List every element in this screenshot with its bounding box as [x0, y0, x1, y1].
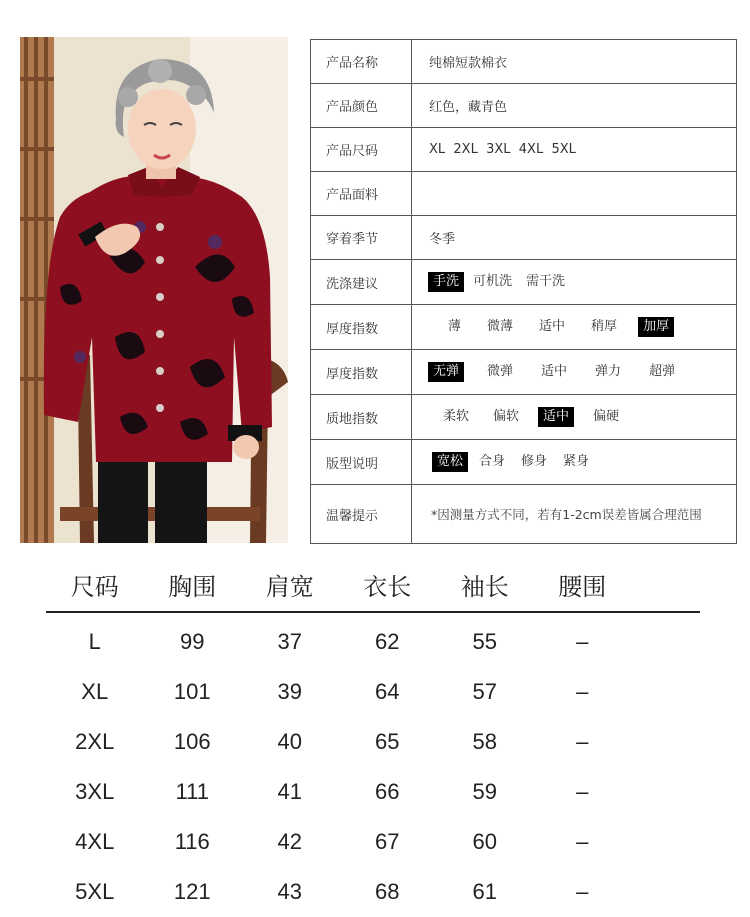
spec-row-color: [311, 84, 736, 128]
wash-options: [412, 260, 736, 304]
spec-value: 纯棉短款棉衣: [429, 56, 508, 71]
elastic-option-selected: 无弹: [428, 362, 464, 382]
texture-options: [412, 395, 736, 439]
cell-sleeve: 59: [472, 779, 497, 804]
cell-shoulder: 42: [277, 829, 302, 854]
spec-label: 厚度指数: [311, 350, 412, 394]
cell-size: 3XL: [75, 779, 115, 804]
size-chart: [46, 557, 700, 917]
spec-row-wash: [311, 260, 736, 305]
spec-label: 产品名称: [311, 40, 412, 83]
wash-option-selected: 手洗: [428, 272, 464, 292]
texture-option-selected: 适中: [538, 407, 574, 427]
table-row: [46, 867, 700, 917]
spec-row-season: [311, 216, 736, 260]
texture-option: 偏硬: [593, 409, 620, 424]
spec-label: 穿着季节: [311, 216, 412, 259]
cell-length: 67: [375, 829, 400, 854]
spec-label: 产品尺码: [311, 128, 412, 171]
product-photo: [20, 37, 288, 543]
spec-row-fit: [311, 440, 736, 485]
cell-waist: –: [576, 879, 589, 904]
cell-size: 2XL: [75, 729, 115, 754]
cell-waist: –: [576, 629, 589, 654]
texture-option: 柔软: [443, 409, 470, 424]
spec-label: 质地指数: [311, 395, 412, 439]
header-waist: 腰围: [558, 572, 607, 601]
table-row: [46, 667, 700, 717]
elastic-option: 微弹: [487, 364, 514, 379]
spec-label: 产品颜色: [311, 84, 412, 127]
thickness-option: 薄: [448, 319, 462, 334]
fit-option-selected: 宽松: [432, 452, 468, 472]
spec-value: 红色，藏青色: [429, 100, 508, 115]
cell-length: 66: [375, 779, 400, 804]
cell-chest: 121: [173, 879, 211, 904]
cell-sleeve: 57: [472, 679, 497, 704]
cell-length: 62: [375, 629, 400, 654]
fit-option: 紧身: [563, 454, 590, 469]
table-row: [46, 817, 700, 867]
header-shoulder: 肩宽: [265, 572, 314, 601]
cell-chest: 99: [180, 629, 205, 654]
wash-option: 可机洗: [473, 274, 513, 289]
cell-sleeve: 60: [472, 829, 497, 854]
cell-chest: 101: [173, 679, 211, 704]
cell-chest: 106: [173, 729, 211, 754]
model-illustration: [20, 37, 288, 543]
thickness-option: 适中: [539, 319, 566, 334]
cell-sleeve: 61: [472, 879, 497, 904]
cell-shoulder: 37: [277, 629, 302, 654]
table-row: [46, 717, 700, 767]
cell-sleeve: 55: [472, 629, 497, 654]
cell-shoulder: 39: [277, 679, 302, 704]
cell-shoulder: 43: [277, 879, 302, 904]
cell-waist: –: [576, 729, 589, 754]
cell-waist: –: [576, 779, 589, 804]
elastic-option: 适中: [541, 364, 568, 379]
thickness-option-selected: 加厚: [638, 317, 674, 337]
texture-option: 偏软: [493, 409, 520, 424]
cell-length: 68: [375, 879, 400, 904]
wash-option: 需干洗: [526, 274, 566, 289]
header-size: 尺码: [70, 572, 119, 601]
header-divider: [46, 611, 700, 613]
cell-length: 64: [375, 679, 400, 704]
cell-size: 5XL: [75, 879, 115, 904]
spec-label: 温馨提示: [311, 485, 412, 543]
spec-value: 冬季: [429, 232, 456, 247]
spec-label: 洗涤建议: [311, 260, 412, 304]
cell-sleeve: 58: [472, 729, 497, 754]
thickness-options: [412, 305, 736, 349]
cell-size: 4XL: [75, 829, 115, 854]
header-sleeve: 袖长: [460, 572, 509, 601]
thickness-option: 稍厚: [591, 319, 618, 334]
elastic-options: [412, 350, 736, 394]
cell-chest: 111: [175, 779, 209, 804]
header-length: 衣长: [363, 572, 412, 601]
spec-row-thickness: [311, 305, 736, 350]
spec-label: 厚度指数: [311, 305, 412, 349]
spec-table: [310, 39, 737, 544]
spec-row-tip: [311, 485, 736, 543]
cell-shoulder: 41: [277, 779, 302, 804]
cell-waist: –: [576, 829, 589, 854]
elastic-option: 弹力: [595, 364, 622, 379]
cell-size: L: [88, 629, 101, 654]
spec-row-elastic: [311, 350, 736, 395]
spec-row-fabric: [311, 172, 736, 216]
spec-label: 版型说明: [311, 440, 412, 484]
fit-option: 修身: [521, 454, 548, 469]
spec-row-name: [311, 40, 736, 84]
size-chart-header: [46, 557, 700, 611]
fit-options: [412, 440, 736, 484]
size-rows: [46, 617, 700, 917]
cell-size: XL: [81, 679, 109, 704]
spec-value: [412, 172, 736, 215]
cell-shoulder: 40: [277, 729, 302, 754]
table-row: [46, 617, 700, 667]
cell-waist: –: [576, 679, 589, 704]
tip-text: *因测量方式不同，若有1-2cm误差皆属合理范围: [431, 506, 702, 522]
spec-label: 产品面料: [311, 172, 412, 215]
cell-chest: 116: [174, 829, 210, 854]
spec-row-size: [311, 128, 736, 172]
thickness-option: 微薄: [487, 319, 514, 334]
table-row: [46, 767, 700, 817]
header-chest: 胸围: [168, 572, 217, 601]
spec-value: XL 2XL 3XL 4XL 5XL: [429, 142, 576, 157]
cell-length: 65: [375, 729, 400, 754]
fit-option: 合身: [479, 454, 506, 469]
spec-row-texture: [311, 395, 736, 440]
elastic-option: 超弹: [649, 364, 676, 379]
